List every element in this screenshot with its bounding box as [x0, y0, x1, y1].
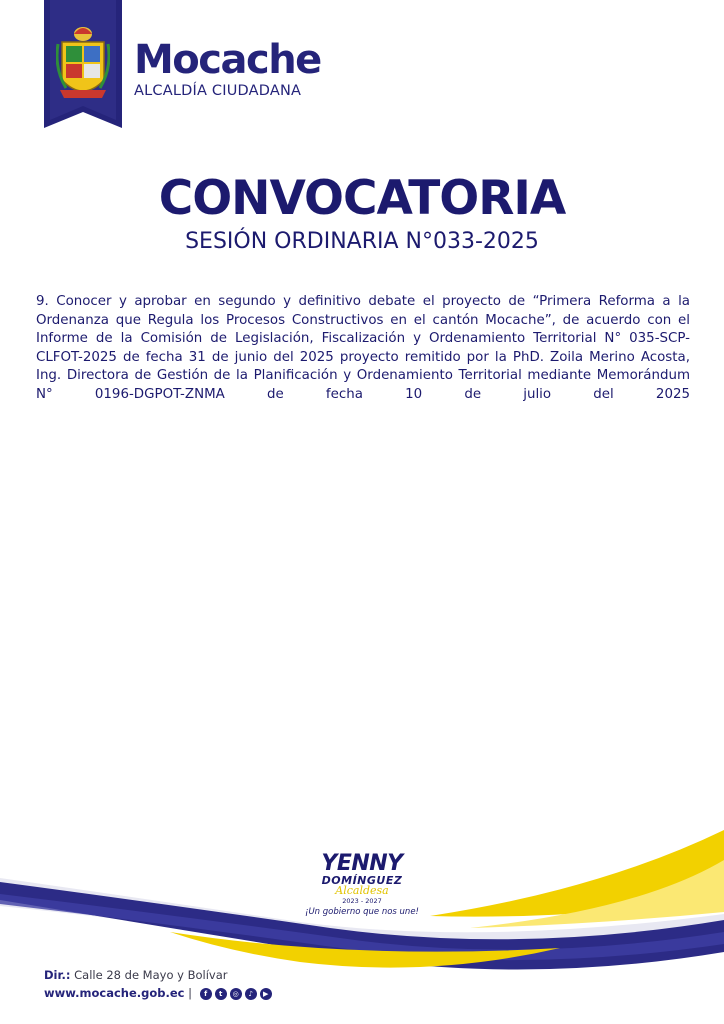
- campaign-logo: [300, 853, 424, 918]
- youtube-icon[interactable]: ▶: [260, 988, 272, 1000]
- social-icons: [200, 988, 272, 1000]
- municipal-crest-icon: [56, 24, 110, 106]
- website-link[interactable]: www.mocache.gob.ec: [44, 986, 185, 1000]
- address-label: Dir.:: [44, 968, 71, 982]
- brand-name: Mocache: [134, 37, 321, 83]
- campaign-signature: Alcaldesa: [335, 884, 389, 897]
- tiktok-icon[interactable]: ♪: [245, 988, 257, 1000]
- campaign-name-first: YENNY: [321, 851, 403, 876]
- footer-contact: [44, 966, 272, 1002]
- page-subtitle: SESIÓN ORDINARIA N°033-2025: [185, 229, 539, 254]
- footer-address: [44, 966, 272, 984]
- campaign-name-last: DOMÍNGUEZ: [321, 874, 403, 887]
- brand-block: [134, 38, 321, 100]
- twitter-icon[interactable]: t: [215, 988, 227, 1000]
- brand-subtitle: ALCALDÍA CIUDADANA: [134, 83, 302, 99]
- campaign-years: 2023 - 2027: [342, 897, 382, 905]
- campaign-slogan: ¡Un gobierno que nos une!: [305, 907, 419, 917]
- address-value: Calle 28 de Mayo y Bolívar: [74, 968, 228, 982]
- footer-separator: |: [188, 986, 193, 1000]
- footer-web: [44, 984, 272, 1002]
- instagram-icon[interactable]: ◎: [230, 988, 242, 1000]
- facebook-icon[interactable]: f: [200, 988, 212, 1000]
- agenda-item-text: 9. Conocer y aprobar en segundo y definitivo debate el proyecto de “Primera Reforma a la Ordenanza que Regula los Procesos Constructivos en el cantón Mocache”, de acuerdo con el Informe de la Comisión de Legislación, Fiscalización y Ordenamiento Territorial N° 035-SCP-CLFOT-2025 de fecha 31 de junio del 2025 proyecto remitido por la PhD. Zoila Merino Acosta, Ing. Directora de Gestión de la Planificación y Ordenamiento Territorial mediante Memorándum N° 0196-DGPOT-ZNMA de fecha 10 de julio del 2025: [36, 294, 690, 402]
- page-title: CONVOCATORIA: [158, 171, 566, 226]
